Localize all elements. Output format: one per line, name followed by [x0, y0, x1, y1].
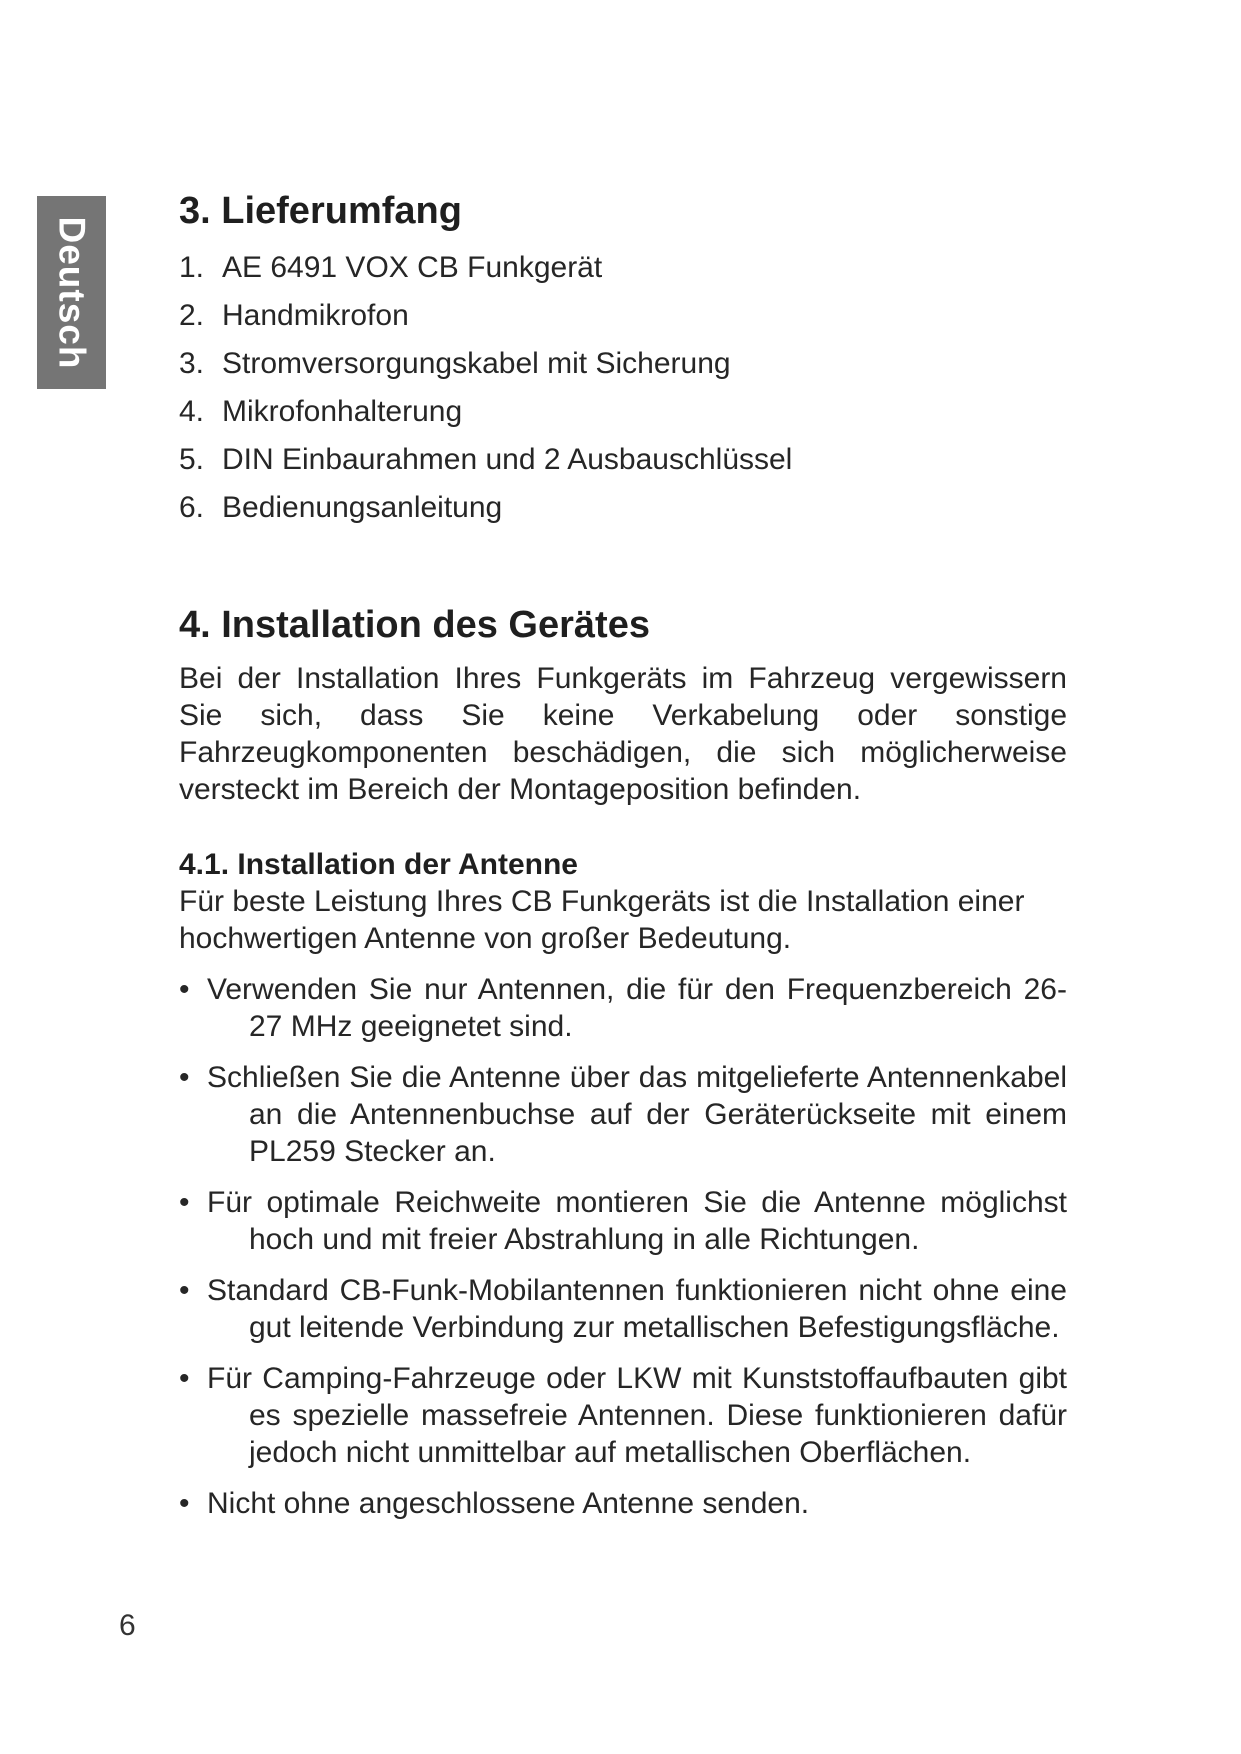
list-item-text: DIN Einbaurahmen und 2 Ausbauschlüssel [222, 443, 793, 476]
bullet-item [179, 1184, 1067, 1258]
list-item-text: Stromversorgungskabel mit Sicherung [222, 347, 731, 380]
list-item-number: 5. [179, 443, 205, 476]
list-item [179, 292, 1079, 340]
page-number: 6 [119, 1609, 136, 1642]
installation-intro-paragraph: Bei der Installation Ihres Funkgeräts im Fahrzeug vergewissern Sie sich, dass Sie keine Verkabelung oder sonstige Fahrzeugkomponenten beschädigen, die sich möglicherweise versteckt im Bereich der Montageposition befinden. [179, 662, 1067, 806]
list-item [179, 484, 1079, 532]
list-item [179, 388, 1079, 436]
page-content [179, 186, 1079, 1536]
bullet-icon: • [179, 973, 190, 1006]
list-item-number: 6. [179, 491, 205, 524]
antenna-bullet-list [179, 971, 1067, 1522]
bullet-icon: • [179, 1061, 190, 1094]
bullet-item [179, 1485, 1067, 1522]
bullet-text: Für Camping-Fahrzeuge oder LKW mit Kunststoffaufbauten gibt es spezielle massefreie Antennen. Diese funktionieren dafür jedoch nicht unmittelbar auf metallischen Oberflächen. [207, 1362, 1067, 1469]
bullet-icon: • [179, 1186, 190, 1219]
list-item-number: 3. [179, 347, 205, 380]
bullet-item [179, 971, 1067, 1045]
bullet-text: Verwenden Sie nur Antennen, die für den Frequenzbereich 26-27 MHz geeignetet sind. [207, 973, 1067, 1043]
section-delivery-scope [179, 186, 1079, 532]
antenna-intro-paragraph: Für beste Leistung Ihres CB Funkgeräts ist die Installation einer hochwertigen Antenne von großer Bedeutung. [179, 885, 1025, 955]
bullet-text: Nicht ohne angeschlossene Antenne senden. [207, 1487, 810, 1520]
list-item-number: 4. [179, 395, 205, 428]
list-item-text: AE 6491 VOX CB Funkgerät [222, 251, 603, 284]
section-installation [179, 600, 1079, 1522]
list-item-number: 2. [179, 299, 205, 332]
list-item [179, 340, 1079, 388]
bullet-icon: • [179, 1487, 190, 1520]
bullet-text: Für optimale Reichweite montieren Sie die Antenne möglichst hoch und mit freier Abstrahlung in alle Richtungen. [207, 1186, 1067, 1256]
language-tab [37, 196, 106, 389]
bullet-icon: • [179, 1274, 190, 1307]
list-item-text: Mikrofonhalterung [222, 395, 463, 428]
list-item [179, 244, 1079, 292]
bullet-text: Schließen Sie die Antenne über das mitgelieferte Antennenkabel an die Antennenbuchse auf der Geräterückseite mit einem PL259 Stecker an. [207, 1061, 1067, 1168]
list-item-text: Handmikrofon [222, 299, 409, 332]
subsection-antenna-title: 4.1. Installation der Antenne [179, 848, 578, 881]
bullet-item [179, 1360, 1067, 1471]
bullet-item [179, 1272, 1067, 1346]
section-3-title: 3. Lieferumfang [179, 190, 462, 232]
delivery-items-list [179, 244, 1079, 532]
bullet-item [179, 1059, 1067, 1170]
list-item-number: 1. [179, 251, 205, 284]
language-tab-label: Deutsch [51, 216, 93, 369]
bullet-icon: • [179, 1362, 190, 1395]
section-4-title: 4. Installation des Gerätes [179, 604, 650, 646]
bullet-text: Standard CB-Funk-Mobilantennen funktionieren nicht ohne eine gut leitende Verbindung zur metallischen Befestigungsfläche. [207, 1274, 1067, 1344]
list-item [179, 436, 1079, 484]
list-item-text: Bedienungsanleitung [222, 491, 503, 524]
